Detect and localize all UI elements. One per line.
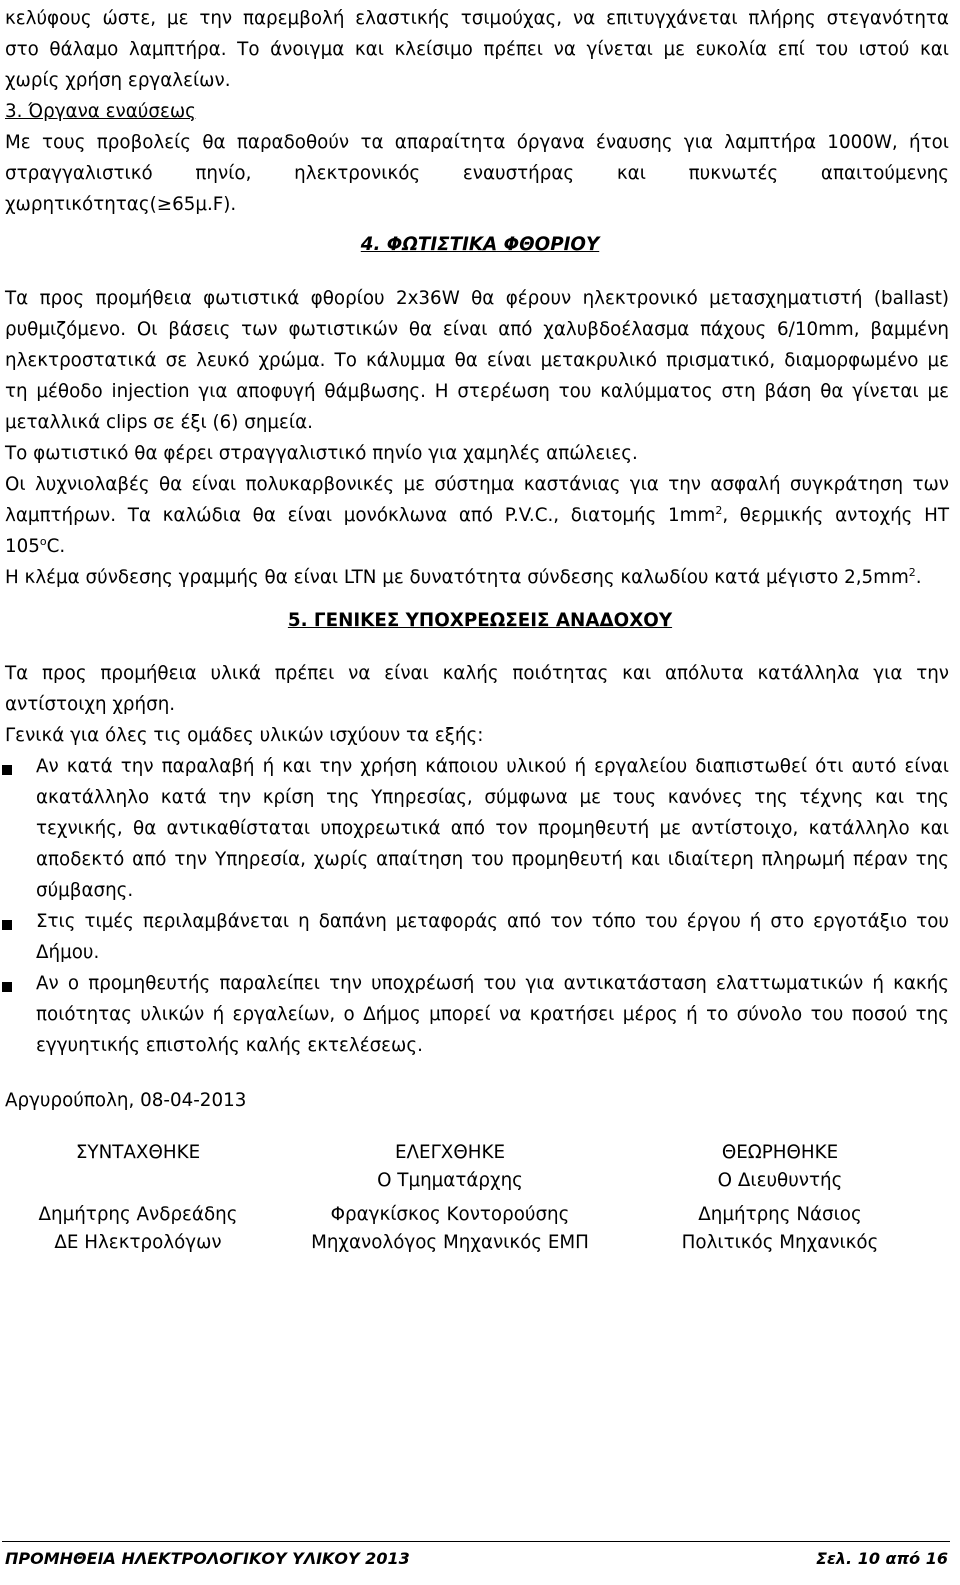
bullet-square-icon xyxy=(2,982,12,992)
bullet-square-icon xyxy=(2,765,12,775)
section-5-p2-line-1: Γενικά για όλες τις ομάδες υλικών ισχύουν τα εξής: xyxy=(5,725,484,746)
section-4-p3-line-3-post: C. xyxy=(46,536,66,557)
section-4-p1-line-5: μεταλλικά clips σε έξι (6) σημεία. xyxy=(5,412,313,433)
superscript: 2 xyxy=(715,504,723,517)
bullet-1-line-5: σύμβασης. xyxy=(36,880,134,901)
greater-equal-symbol: ≥ xyxy=(156,194,173,215)
bullet-1-line-4: αποδεκτό από την Υπηρεσία, χωρίς απαίτηση του προμηθευτή και ιδιαίτερη πληρωμή πέραν της xyxy=(36,849,949,870)
footer-divider xyxy=(2,1541,950,1542)
section-4-heading xyxy=(0,230,960,260)
bullet-2-line-2: Δήμου. xyxy=(36,942,100,963)
bullet-1-line-3: τεχνικής, θα αντικαθίσταται υποχρεωτικά από τον προμηθευτή με αντίστοιχο, κατάλληλο και xyxy=(36,818,949,839)
section-3-line-3-pre: χωρητικότητας( xyxy=(5,194,157,215)
section-4-p1-line-1: Τα προς προμήθεια φωτιστικά φθορίου 2x36W θα φέρουν ηλεκτρονικό μετασχηματιστή (ballast) xyxy=(5,288,949,309)
section-3-line-3 xyxy=(5,190,949,220)
bullet-1-line-1: Αν κατά την παραλαβή ή και την χρήση κάποιου υλικού ή εργαλείου διαπιστωθεί ότι αυτό είναι xyxy=(36,756,949,777)
section-3-line-2: στραγγαλιστικό πηνίο, ηλεκτρονικός εναυστήρας και πυκνωτές απαιτούμενης xyxy=(5,163,949,184)
section-4-heading-text: 4. ΦΩΤΙΣΤΙΚΑ ΦΘΟΡΙΟΥ xyxy=(360,234,600,255)
section-4-p3-line-3 xyxy=(5,532,949,562)
section-4-p3-line-1: Οι λυχνιολαβές θα είναι πολυκαρβονικές με σύστημα καστάνιας για την ασφαλή συγκράτηση των xyxy=(5,474,949,495)
section-3-line-3-post: 65μ.F). xyxy=(172,194,237,215)
intro-line-2: στο θάλαμο λαμπτήρα. Το άνοιγμα και κλείσιμο πρέπει να γίνεται με ευκολία επί του ιστού και xyxy=(5,39,949,60)
signature-1-role: ΣΥΝΤΑΧΘΗΚΕ xyxy=(75,1142,201,1163)
signature-3-name: Δημήτρης Νάσιος xyxy=(698,1204,862,1225)
section-5-heading-text: 5. ΓΕΝΙΚΕΣ ΥΠΟΧΡΕΩΣΕΙΣ ΑΝΑΔΟΧΟΥ xyxy=(287,610,673,631)
superscript: 2 xyxy=(908,566,916,579)
signature-2-position: Μηχανολόγος Μηχανικός ΕΜΠ xyxy=(311,1232,589,1253)
signature-3-role: ΘΕΩΡΗΘΗΚΕ xyxy=(721,1142,839,1163)
signature-3-position: Πολιτικός Μηχανικός xyxy=(681,1232,879,1253)
bullet-1-line-2: ακατάλληλο κατά την κρίση της Υπηρεσίας, σύμφωνα με τους κανόνες της τέχνης και της xyxy=(36,787,949,808)
signature-1-name: Δημήτρης Ανδρεάδης xyxy=(38,1204,238,1225)
bullet-square-icon xyxy=(2,920,12,930)
bullet-3-line-1: Αν ο προμηθευτής παραλείπει την υποχρέωσή του για αντικατάσταση ελαττωματικών ή κακής xyxy=(36,973,949,994)
signature-2-title: Ο Τμηματάρχης xyxy=(377,1170,523,1191)
section-4-p1-line-4: τη μέθοδο injection για αποφυγή θάμβωσης. Η στερέωση του καλύμματος στη βάση θα γίνεται με xyxy=(5,381,949,402)
bullet-2-line-1: Στις τιμές περιλαμβάνεται η δαπάνη μεταφοράς από τον τόπο του έργου ή στο εργοτάξιο του xyxy=(36,911,949,932)
section-3-heading-text: 3. Όργανα εναύσεως xyxy=(5,101,196,122)
section-3-line-1: Με τους προβολείς θα παραδοθούν τα απαραίτητα όργανα έναυσης για λαμπτήρα 1000W, ήτοι xyxy=(5,132,949,153)
superscript: o xyxy=(39,535,47,548)
signature-2-name: Φραγκίσκος Κοντορούσης xyxy=(330,1204,570,1225)
section-4-p4-line-1-pre: Η κλέμα σύνδεσης γραμμής θα είναι LTN με δυνατότητα σύνδεσης καλωδίου κατά μέγιστο 2,5mm xyxy=(5,567,909,588)
place-date: Αργυρούπολη, 08-04-2013 xyxy=(5,1090,247,1111)
footer-document-title: ΠΡΟΜΗΘΕΙΑ ΗΛΕΚΤΡΟΛΟΓΙΚΟΥ ΥΛΙΚΟΥ 2013 xyxy=(5,1549,410,1568)
section-5-heading xyxy=(0,606,960,636)
footer-page-number: Σελ. 10 από 16 xyxy=(816,1549,948,1568)
section-4-p2-line-1: Το φωτιστικό θα φέρει στραγγαλιστικό πηνίο για χαμηλές απώλειες. xyxy=(5,443,638,464)
section-4-p3-line-2-pre: λαμπτήρων. Τα καλώδια θα είναι μονόκλωνα από P.V.C., διατομής 1mm xyxy=(5,505,716,526)
intro-line-1: κελύφους ώστε, με την παρεμβολή ελαστικής τσιμούχας, να επιτυγχάνεται πλήρης στεγανότητα xyxy=(5,8,949,29)
section-4-p4-line-1 xyxy=(5,563,949,593)
bullet-3-line-2: ποιότητας υλικών ή εργαλείων, ο Δήμος μπορεί να κρατήσει μέρος ή το σύνολο του ποσού της xyxy=(36,1004,949,1025)
section-4-p3-line-2-post: , θερμικής αντοχής HT xyxy=(722,505,949,526)
section-4-p3-line-2 xyxy=(5,501,949,531)
signature-1-position: ΔΕ Ηλεκτρολόγων xyxy=(54,1232,222,1253)
section-4-p1-line-3: ηλεκτροστατικά σε λευκό χρώμα. Το κάλυμμα θα είναι μετακρυλικό πρισματικό, διαμορφωμένο με xyxy=(5,350,949,371)
bullet-3-line-3: εγγυητικής επιστολής καλής εκτελέσεως. xyxy=(36,1035,423,1056)
section-4-p1-line-2: ρυθμιζόμενο. Οι βάσεις των φωτιστικών θα είναι από χαλυβδοέλασμα πάχους 6/10mm, βαμμένη xyxy=(5,319,949,340)
section-5-p1-line-2: αντίστοιχη χρήση. xyxy=(5,694,176,715)
signature-2-role: ΕΛΕΓΧΘΗΚΕ xyxy=(395,1142,505,1163)
intro-line-3: χωρίς χρήση εργαλείων. xyxy=(5,70,231,91)
section-4-p4-line-1-post: . xyxy=(915,567,922,588)
signature-3-title: Ο Διευθυντής xyxy=(717,1170,843,1191)
section-5-p1-line-1: Τα προς προμήθεια υλικά πρέπει να είναι καλής ποιότητας και απόλυτα κατάλληλα για την xyxy=(5,663,949,684)
section-4-p3-line-3-pre: 105 xyxy=(5,536,40,557)
section-3-heading xyxy=(5,97,949,127)
